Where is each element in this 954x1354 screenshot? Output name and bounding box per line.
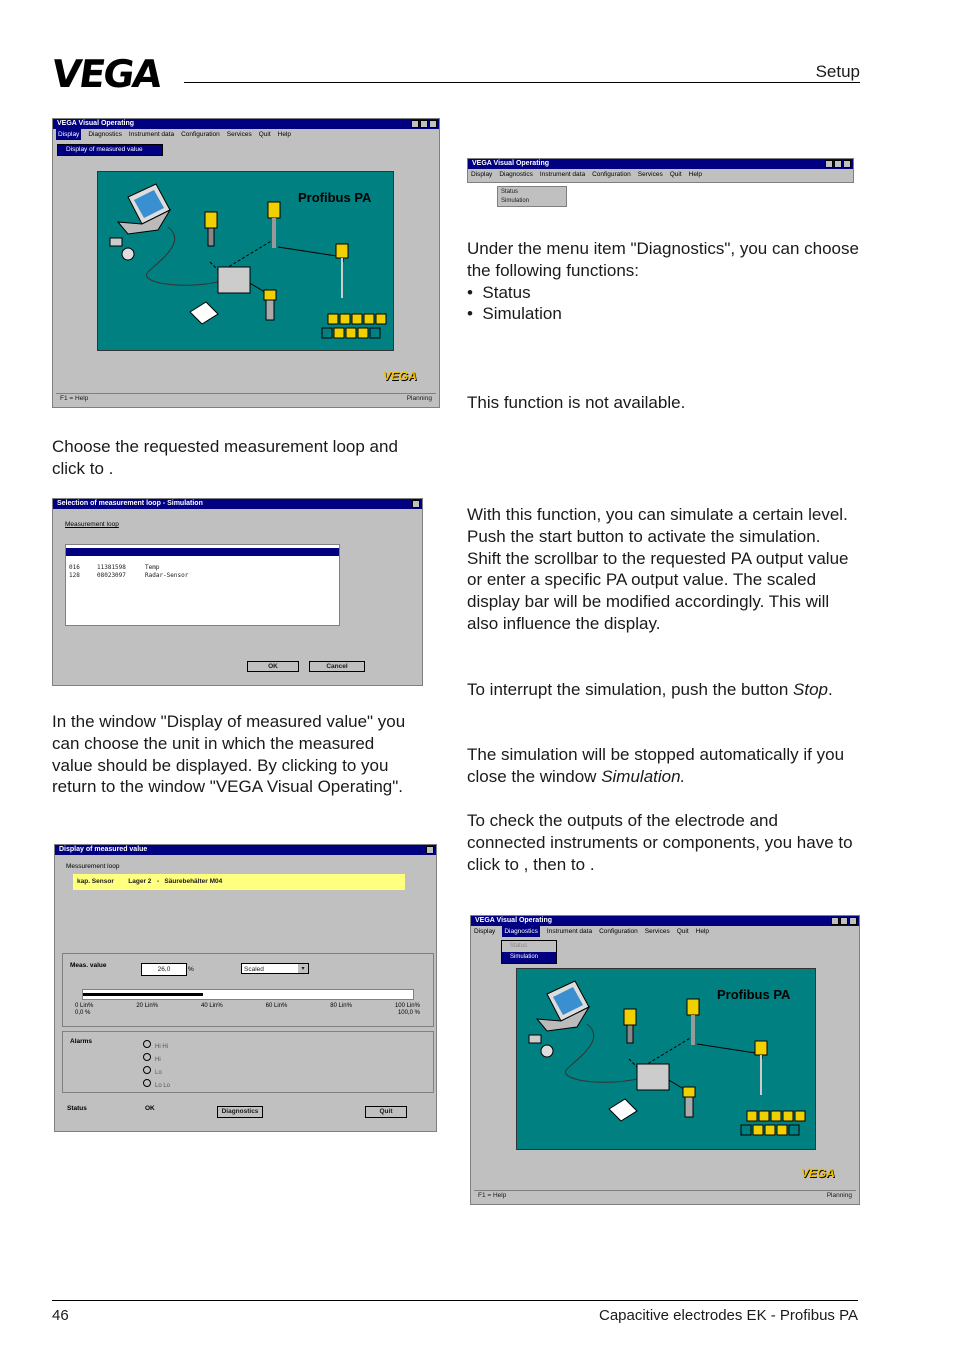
- title-bar: VEGA Visual Operating: [468, 159, 853, 169]
- diagnostics-button[interactable]: Diagnostics: [217, 1106, 263, 1118]
- meas-label: Meas. value: [70, 962, 107, 969]
- list-item[interactable]: 016 11381598 TRG-01: [66, 548, 339, 556]
- loop-label: Messurement loop: [66, 863, 120, 870]
- close-icon[interactable]: [429, 120, 437, 128]
- menu-configuration[interactable]: Configuration: [592, 171, 631, 178]
- sensor-icon: [205, 212, 217, 246]
- dialog-display-measured-value: [54, 844, 437, 1132]
- menu-item-status[interactable]: Status: [510, 943, 528, 949]
- maximize-icon[interactable]: [834, 160, 842, 168]
- menu-diagnostics[interactable]: Diagnostics: [504, 928, 538, 935]
- interrupt-text: To interrupt the simulation, push the button Stop.: [467, 680, 833, 699]
- auto-stop-text: The simulation will be stopped automatically if you close the window Simulation.: [467, 745, 845, 786]
- screenshot-visual-operating-display: [52, 118, 440, 408]
- menu-bar: [53, 129, 439, 140]
- menu-item-simulation[interactable]: Simulation: [502, 952, 556, 963]
- menu-configuration[interactable]: Configuration: [181, 131, 220, 138]
- menu-bar: [468, 169, 853, 180]
- close-icon[interactable]: [412, 500, 420, 508]
- vega-logo: VEGA: [48, 52, 164, 96]
- menu-help[interactable]: Help: [695, 928, 709, 935]
- menu-quit[interactable]: Quit: [676, 928, 689, 935]
- menu-services[interactable]: Services: [226, 131, 252, 138]
- title-bar: VEGA Visual Operating: [53, 119, 439, 129]
- meas-value-field[interactable]: 26,0: [141, 963, 187, 976]
- loop-value: kap. Sensor Lager 2 - Säurebehälter M04: [73, 874, 405, 890]
- status-value: OK: [145, 1105, 155, 1112]
- disk-icon: [541, 1045, 553, 1057]
- scene-title: Profibus PA: [717, 987, 791, 1002]
- scale-bottom: 0,0 % 100,0 %: [75, 1010, 420, 1016]
- bullet-simulation: • Simulation: [467, 304, 562, 324]
- page-number: 46: [52, 1307, 69, 1324]
- maximize-icon[interactable]: [840, 917, 848, 925]
- quit-button[interactable]: Quit: [365, 1106, 407, 1118]
- menu-services[interactable]: Services: [637, 171, 663, 178]
- title-bar: VEGA Visual Operating: [471, 916, 859, 926]
- menu-bar: [471, 926, 859, 937]
- indicator-icon: [143, 1079, 151, 1087]
- sensor-icon: [687, 999, 699, 1045]
- chevron-down-icon[interactable]: ▾: [298, 964, 308, 973]
- document-title: Capacitive electrodes EK - Profibus PA: [598, 1307, 858, 1324]
- diagnostics-dropdown: [501, 940, 557, 964]
- io-module-icon: [637, 1064, 669, 1090]
- title-bar: Selection of measurement loop - Simulation: [53, 499, 422, 509]
- indicator-icon: [143, 1066, 151, 1074]
- menu-help[interactable]: Help: [277, 131, 291, 138]
- alarm-list: [143, 1040, 170, 1092]
- menu-configuration[interactable]: Configuration: [599, 928, 638, 935]
- title-bar: Display of measured value: [55, 845, 436, 855]
- sensor-icon: [264, 290, 276, 320]
- document-icon: [609, 1099, 637, 1121]
- diagnostics-dropdown: [497, 186, 567, 207]
- minimize-icon[interactable]: [411, 120, 419, 128]
- document-icon: [190, 302, 218, 324]
- cancel-button[interactable]: Cancel: [309, 661, 365, 672]
- network-illustration: [517, 969, 815, 1149]
- sensor-icon: [336, 244, 348, 298]
- unit-select[interactable]: Scaled ▾: [241, 963, 309, 974]
- maximize-icon[interactable]: [420, 120, 428, 128]
- alarms-label: Alarms: [70, 1038, 93, 1045]
- vega-logo-small: VEGA: [800, 1166, 836, 1180]
- header-rule: [184, 82, 860, 83]
- menu-instrument-data[interactable]: Instrument data: [539, 171, 586, 178]
- menu-services[interactable]: Services: [644, 928, 670, 935]
- screenshot-visual-operating-diagnostics: [470, 915, 860, 1205]
- minimize-icon[interactable]: [825, 160, 833, 168]
- ok-button[interactable]: OK: [247, 661, 299, 672]
- section-title: Setup: [815, 62, 860, 81]
- menu-diagnostics[interactable]: Diagnostics: [88, 131, 122, 138]
- indicator-icon: [143, 1053, 151, 1061]
- menu-help[interactable]: Help: [688, 171, 702, 178]
- alarm-hi: Hi: [143, 1053, 170, 1066]
- close-icon[interactable]: [849, 917, 857, 925]
- measurement-loop-label: Measurement loop: [65, 521, 119, 528]
- profibus-logo-icon: [741, 1111, 805, 1135]
- status-mode: Planning: [826, 1192, 852, 1199]
- dialog-selection-measurement-loop: [52, 498, 423, 686]
- unit-label: %: [188, 966, 194, 973]
- menu-instrument-data[interactable]: Instrument data: [546, 928, 593, 935]
- status-help: F1 = Help: [478, 1192, 507, 1199]
- profibus-logo-icon: [322, 314, 386, 338]
- indicator-icon: [143, 1040, 151, 1048]
- menu-display[interactable]: Display: [474, 928, 496, 935]
- sensor-icon: [755, 1041, 767, 1095]
- status-bar: [474, 1190, 856, 1201]
- alarm-lolo: Lo Lo: [143, 1079, 170, 1092]
- menu-item-simulation[interactable]: Simulation: [501, 198, 530, 204]
- footer-rule: [52, 1300, 858, 1301]
- alarm-lo: Lo: [143, 1066, 170, 1079]
- sensor-icon: [624, 1009, 636, 1043]
- status-mode: Planning: [406, 395, 432, 402]
- choose-loop-text: Choose the requested measurement loop and click to .: [52, 437, 398, 478]
- menu-quit[interactable]: Quit: [258, 131, 271, 138]
- scaled-display-bar: [82, 989, 414, 1000]
- laptop-icon: [537, 981, 589, 1031]
- list-item[interactable]: 016 11381598 Temp: [69, 564, 160, 571]
- io-module-icon: [218, 267, 250, 293]
- scene-title: Profibus PA: [298, 190, 372, 205]
- menu-quit[interactable]: Quit: [669, 171, 682, 178]
- list-item[interactable]: 128 08023097 Radar-Sensor: [69, 572, 189, 579]
- close-icon[interactable]: [426, 846, 434, 854]
- network-illustration: [98, 172, 393, 350]
- alarm-hihi: Hi Hi: [143, 1040, 170, 1053]
- alarms-group: [62, 1031, 434, 1093]
- display-window-text: In the window "Display of measured value" you can choose the unit in which the measured value should be displayed. By clicking to you return to the window "VEGA Visual Operating".: [52, 712, 406, 797]
- check-outputs-text: To check the outputs of the electrode and connected instruments or components, you have to click to , then to .: [467, 811, 853, 874]
- diagnostics-intro: Under the menu item "Diagnostics", you can choose the following functions: • Status • Simulation: [467, 239, 859, 324]
- status-label: Status: [67, 1105, 87, 1112]
- menu-item-status[interactable]: Status: [501, 189, 519, 195]
- loop-list[interactable]: [65, 544, 340, 626]
- status-help: F1 = Help: [60, 395, 89, 402]
- dropdown-display-of-measured-value[interactable]: Display of measured value: [57, 144, 163, 156]
- meas-value-group: [62, 953, 434, 1027]
- close-icon[interactable]: [843, 160, 851, 168]
- menu-diagnostics[interactable]: Diagnostics: [499, 171, 533, 178]
- menu-display[interactable]: Display: [58, 131, 80, 138]
- profibus-scene: [516, 968, 816, 1150]
- bar-fill: [83, 993, 203, 996]
- disk-icon: [122, 248, 134, 260]
- sensor-icon: [683, 1087, 695, 1117]
- vega-logo-small: VEGA: [382, 369, 418, 383]
- minimize-icon[interactable]: [831, 917, 839, 925]
- laptop-icon: [118, 184, 170, 234]
- menu-instrument-data[interactable]: Instrument data: [128, 131, 175, 138]
- status-bar: [56, 393, 436, 404]
- screenshot-diagnostics-menu: [467, 158, 854, 208]
- menu-display[interactable]: Display: [471, 171, 493, 178]
- sensor-icon: [268, 202, 280, 248]
- bullet-status: • Status: [467, 282, 531, 302]
- profibus-scene: [97, 171, 394, 351]
- scale-top: 0 Lin% 20 Lin% 40 Lin% 60 Lin% 80 Lin% 100 Lin%: [75, 1003, 420, 1009]
- status-not-available: This function is not available.: [467, 393, 686, 412]
- simulation-description: With this function, you can simulate a certain level. Push the start button to activate the simulation. Shift the scrollbar to the requested PA output value or enter a specific PA output value. The scaled display bar will be modified accordingly. This will also influence the display.: [467, 505, 849, 633]
